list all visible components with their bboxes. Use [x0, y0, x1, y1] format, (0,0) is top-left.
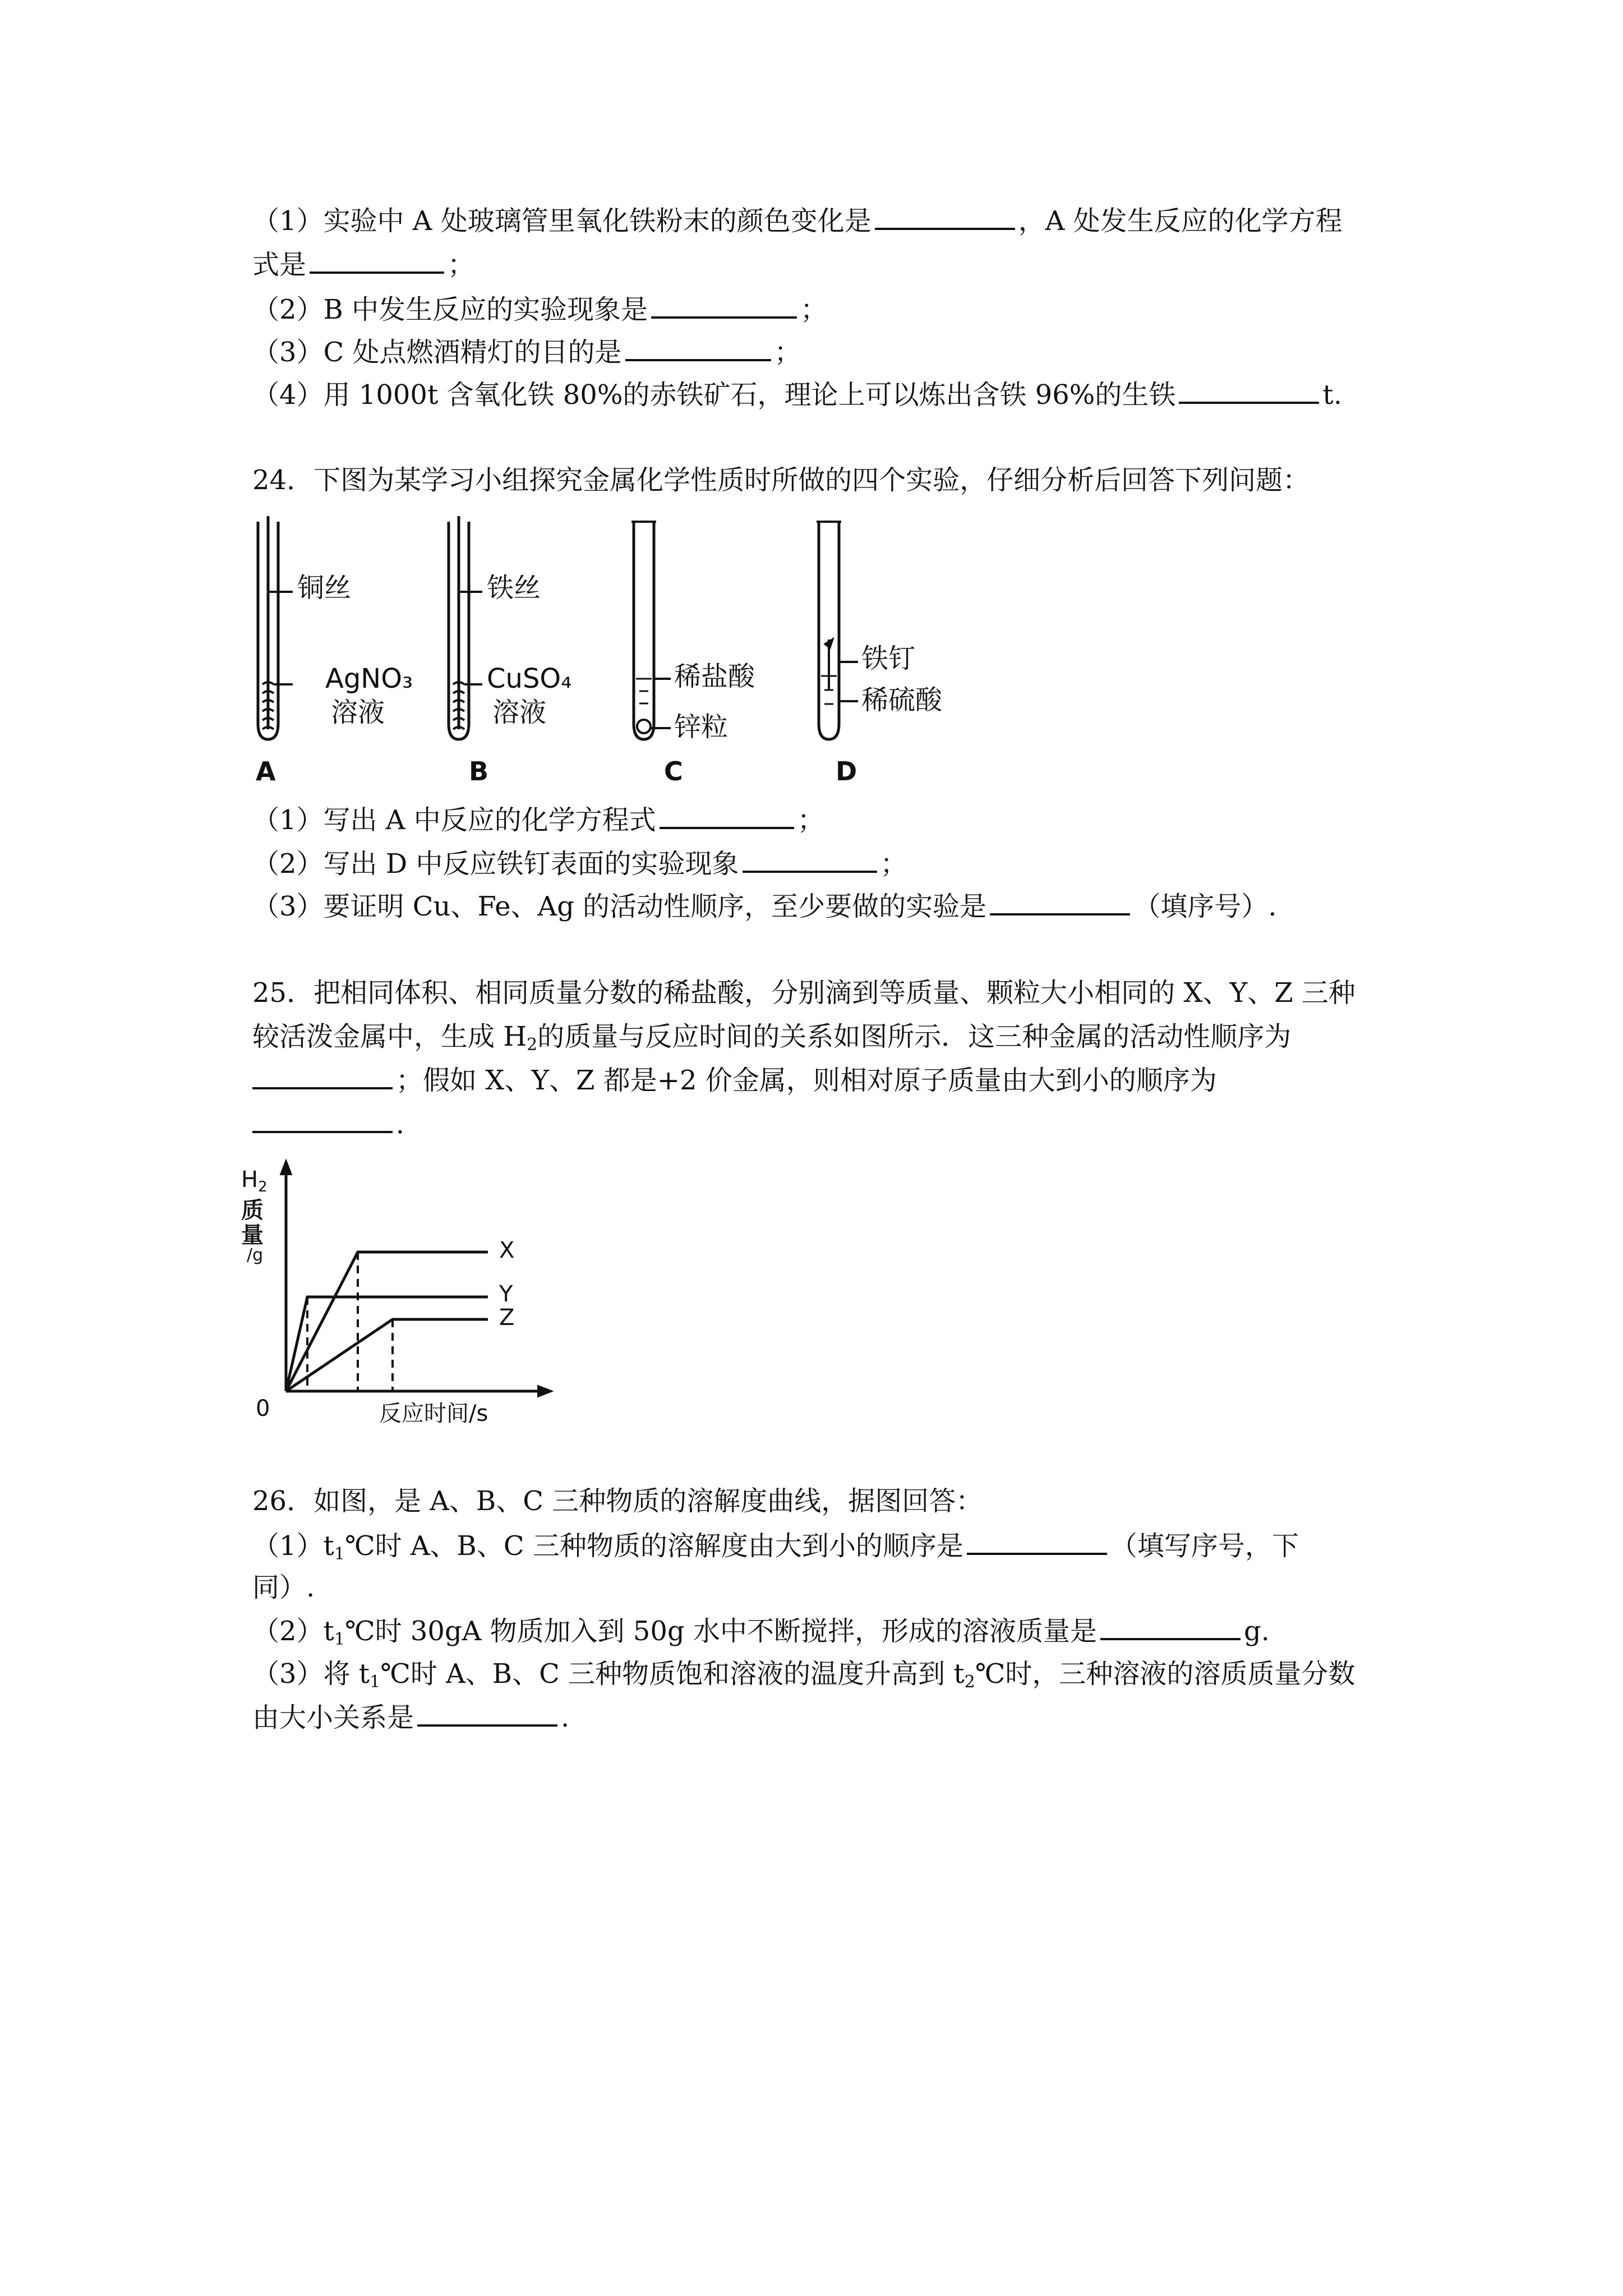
- q26-blank-solubility-order[interactable]: [967, 1528, 1107, 1555]
- q23-line-4: [252, 334, 1402, 369]
- series-x-label: X: [499, 1237, 515, 1263]
- q25-line-4: [252, 1106, 1402, 1141]
- q24-sub3-text: （3）要证明 Cu、Fe、Ag 的活动性顺序，至少要做的实验是: [252, 891, 987, 922]
- q26-punct: .: [561, 1702, 570, 1733]
- q25-punct: ．: [396, 1108, 423, 1140]
- tube-letter-d: D: [836, 756, 857, 786]
- y-axis-arrow: [280, 1160, 292, 1175]
- q26-text: ℃时 A、B、C 三种物质饱和溶液的温度升高到 t: [380, 1658, 965, 1690]
- q24-line-2: [252, 846, 1402, 881]
- x-axis-label: 反应时间/s: [379, 1401, 488, 1427]
- label-zinc: 锌粒: [674, 711, 728, 743]
- q26-blank-mass-fraction[interactable]: [417, 1700, 557, 1727]
- q26-text: ℃时，三种溶液的溶质质量分数: [975, 1658, 1355, 1690]
- q23-unit: t.: [1322, 379, 1342, 411]
- y-label-zhi: 质: [241, 1198, 264, 1223]
- series-y-label: Y: [499, 1281, 513, 1307]
- graph-drawing: [241, 1156, 600, 1425]
- q24-blank-equation[interactable]: [660, 802, 794, 829]
- q23-sub1-cont: 式是: [252, 249, 307, 280]
- q26-note: （填写序号，下: [1110, 1530, 1299, 1562]
- x-axis-arrow: [538, 1386, 552, 1397]
- y-label-liang: 量: [241, 1222, 264, 1248]
- q25-line-2: [252, 1020, 1402, 1053]
- q23-punct: ；: [774, 337, 801, 368]
- q26-text: （2）t: [252, 1616, 334, 1647]
- label-copper-wire: 铜丝: [297, 572, 352, 604]
- q25-text-a: 较活泼金属中，生成 H: [252, 1021, 527, 1052]
- q26-text: ℃时 A、B、C 三种物质的溶解度由大到小的顺序是: [344, 1530, 963, 1562]
- label-dilute-hcl: 稀盐酸: [674, 661, 755, 692]
- q24-line-1: [252, 802, 1402, 837]
- q23-sub4-text: （4）用 1000t 含氧化铁 80%的赤铁矿石，理论上可以炼出含铁 96%的生铁: [252, 379, 1176, 411]
- q25-text-b: 的质量与反应时间的关系如图所示．这三种金属的活动性顺序为: [537, 1021, 1292, 1052]
- q24-line-3: [252, 889, 1402, 923]
- tube-d: [819, 522, 839, 739]
- q26-line-3: 同）.: [252, 1572, 315, 1603]
- tube-letter-c: C: [664, 756, 683, 786]
- q26-subscript: 2: [964, 1672, 975, 1692]
- q24-blank-experiments[interactable]: [990, 889, 1130, 915]
- q23-blank-phenomenon[interactable]: [651, 292, 797, 319]
- q23-blank-purpose[interactable]: [625, 334, 771, 361]
- q26-unit: g.: [1243, 1616, 1270, 1647]
- tube-letter-b: B: [469, 756, 489, 786]
- q25-blank-activity[interactable]: [252, 1062, 393, 1089]
- q25-line-1: 25．把相同体积、相同质量分数的稀盐酸，分别滴到等质量、颗粒大小相同的 X、Y、Z 三种: [252, 977, 1355, 1009]
- q23-line-1: [252, 203, 1402, 238]
- q26-line-2: [252, 1528, 1402, 1563]
- q26-text: （1）t: [252, 1530, 334, 1562]
- label-cuso4: CuSO₄: [487, 663, 572, 694]
- q23-punct: ；: [800, 294, 828, 325]
- label-iron-nail: 铁钉: [861, 643, 916, 674]
- q26-text: 由大小关系是: [252, 1702, 414, 1733]
- q24-stem: 24．下图为某学习小组探究金属化学性质时所做的四个实验，仔细分析后回答下列问题：: [252, 464, 1310, 496]
- series-y-line: [286, 1297, 488, 1391]
- q26-subscript: 1: [334, 1630, 345, 1649]
- q23-sub2-text: （2）B 中发生反应的实验现象是: [252, 294, 648, 325]
- q23-line-5: [252, 377, 1402, 412]
- q26-subscript: 1: [370, 1672, 381, 1692]
- q23-blank-mass[interactable]: [1179, 377, 1319, 404]
- q25-text-c: ；假如 X、Y、Z 都是+2 价金属，则相对原子质量由大到小的顺序为: [396, 1065, 1217, 1096]
- label-agno3-solution: 溶液: [331, 697, 385, 728]
- q26-text: ℃时 30gA 物质加入到 50g 水中不断搅拌，形成的溶液质量是: [344, 1616, 1097, 1647]
- q23-sub1-text-b: ，A 处发生反应的化学方程: [1018, 205, 1343, 237]
- y-label-h: $H_2$: [241, 1167, 268, 1195]
- q25-line-3: [252, 1062, 1402, 1097]
- label-agno3: AgNO₃: [325, 663, 413, 694]
- origin-label: 0: [256, 1396, 270, 1421]
- label-iron-wire: 铁丝: [487, 572, 541, 604]
- q24-punct: ；: [880, 848, 907, 880]
- q24-punct: ；: [797, 804, 824, 836]
- q23-line-3: [252, 292, 1402, 326]
- test-tube-figure: [247, 516, 1032, 797]
- q26-line-4: [252, 1613, 1402, 1648]
- q26-text: （3）将 t: [252, 1658, 370, 1690]
- tube-letter-a: A: [256, 756, 276, 786]
- q24-sub2-text: （2）写出 D 中反应铁钉表面的实验现象: [252, 848, 739, 880]
- tube-c: [634, 522, 654, 739]
- q23-punct: ；: [448, 249, 475, 280]
- q26-line-6: [252, 1700, 1402, 1734]
- y-label-unit: /g: [247, 1245, 264, 1265]
- zinc-granule: [637, 720, 651, 733]
- q23-blank-color-change[interactable]: [875, 203, 1015, 230]
- q25-blank-atomic-mass[interactable]: [252, 1106, 393, 1133]
- label-cuso4-solution: 溶液: [492, 697, 547, 728]
- q26-blank-solution-mass[interactable]: [1100, 1613, 1241, 1640]
- q25-h2-subscript: 2: [527, 1035, 538, 1055]
- series-z-label: Z: [499, 1305, 515, 1331]
- q23-blank-equation[interactable]: [310, 247, 444, 274]
- q23-line-2: [252, 247, 1402, 282]
- q24-note: （填序号）.: [1133, 891, 1277, 922]
- h2-mass-vs-time-graph: [241, 1156, 600, 1425]
- q26-line-1: 26．如图，是 A、B、C 三种物质的溶解度曲线，据图回答：: [252, 1485, 983, 1517]
- q23-sub1-text: （1）实验中 A 处玻璃管里氧化铁粉末的颜色变化是: [252, 205, 872, 237]
- q26-line-5: [252, 1657, 1402, 1691]
- q24-sub1-text: （1）写出 A 中反应的化学方程式: [252, 804, 656, 836]
- q23-sub3-text: （3）C 处点燃酒精灯的目的是: [252, 337, 622, 368]
- q26-subscript: 1: [334, 1544, 345, 1564]
- label-dilute-h2so4: 稀硫酸: [861, 684, 943, 716]
- q24-blank-phenomenon[interactable]: [743, 846, 877, 873]
